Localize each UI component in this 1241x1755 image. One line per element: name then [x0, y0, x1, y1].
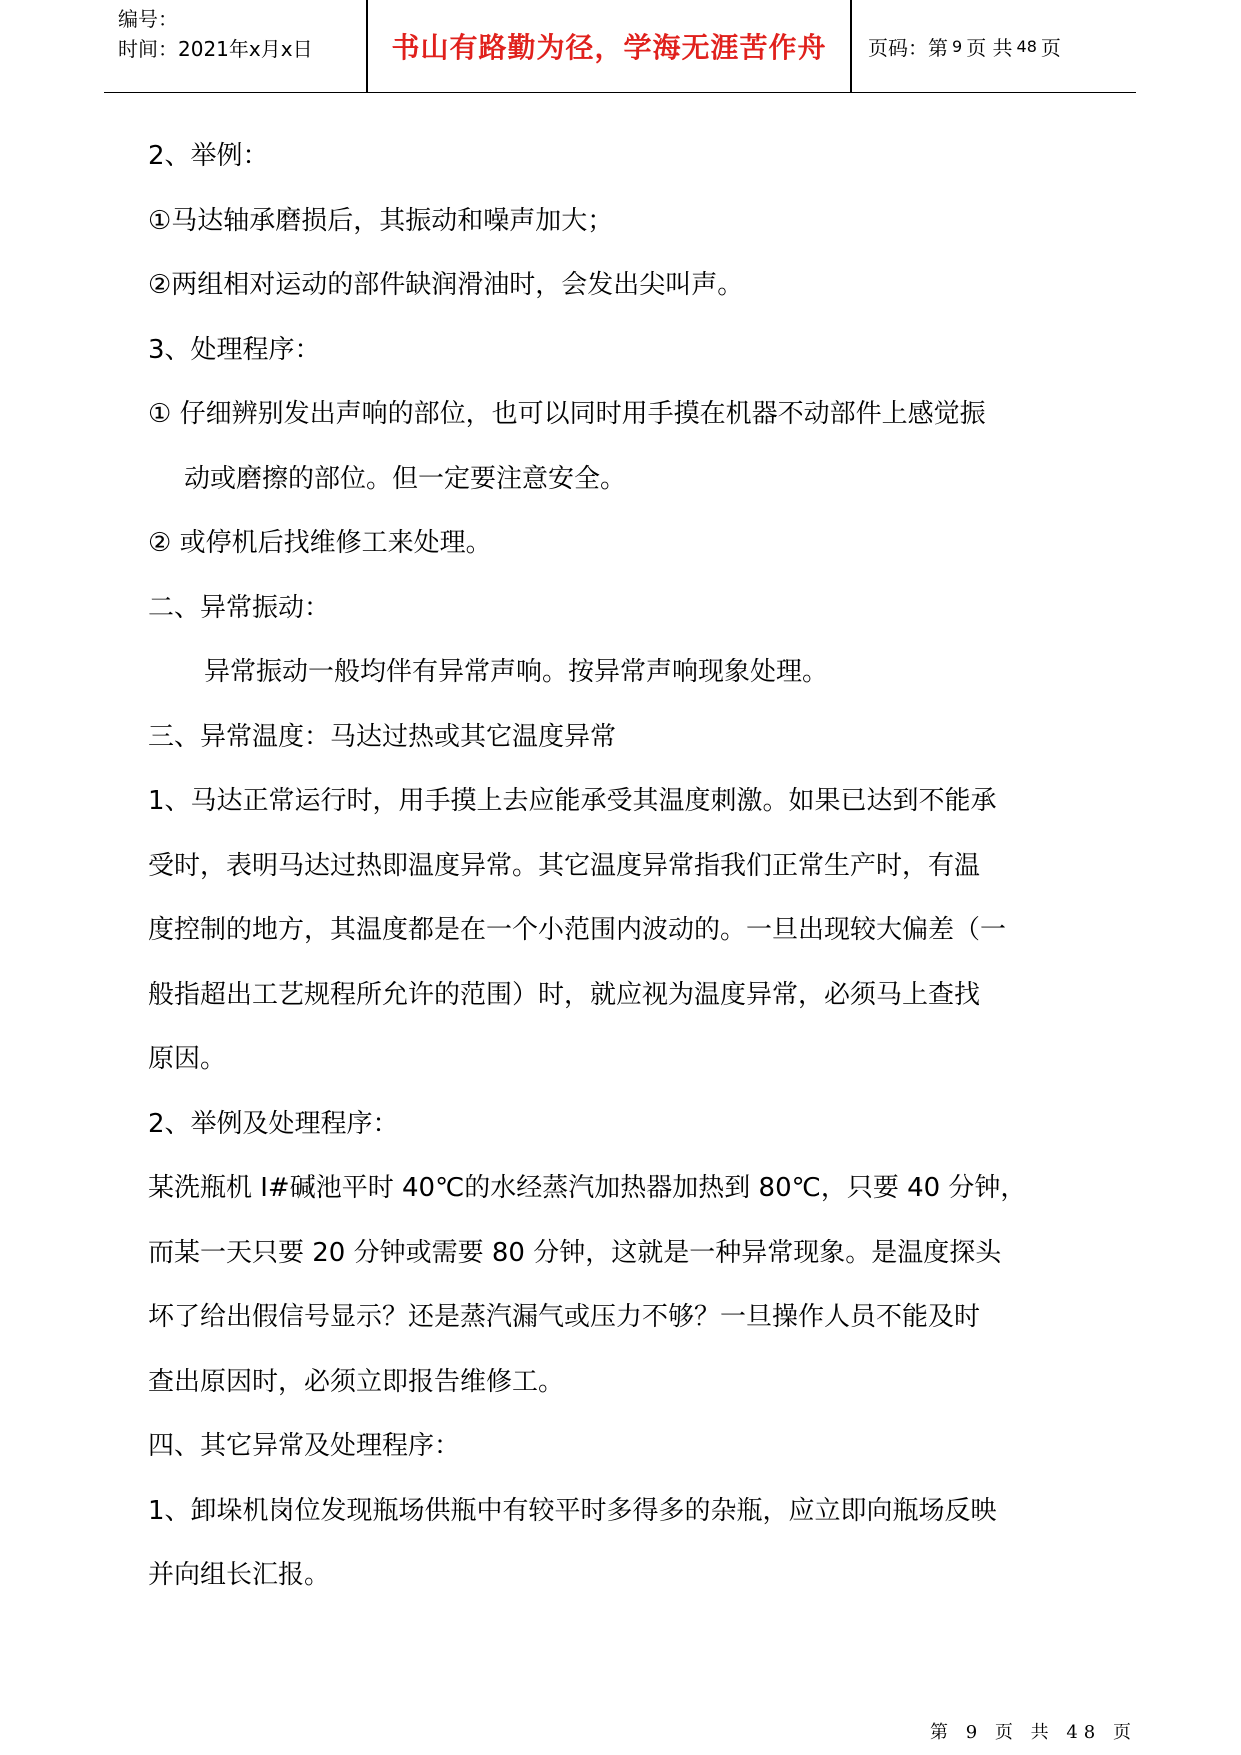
- paragraph: 异常振动一般均伴有异常声响。按异常声响现象处理。: [204, 657, 829, 687]
- header-page-number: [868, 0, 1061, 92]
- paragraph: 并向组长汇报。: [148, 1560, 331, 1590]
- paragraph: 二、异常振动：: [148, 592, 331, 623]
- page-footer: 第 9 页 共 48 页: [930, 1722, 1137, 1743]
- paragraph: ①马达轴承磨损后，其振动和噪声加大；: [148, 205, 614, 236]
- paragraph: 动或磨擦的部位。但一定要注意安全。: [184, 463, 627, 494]
- page-middle: 页 共: [966, 35, 1013, 60]
- paragraph: 而某一天只要 20 分钟或需要 80 分钟，这就是一种异常现象。是温度探头: [148, 1237, 1002, 1268]
- paragraph: 某洗瓶机 I#碱池平时 40℃的水经蒸汽加热器加热到 80℃，只要 40 分钟，: [148, 1173, 1027, 1203]
- header-divider-right: [850, 0, 852, 92]
- header-motto: 书山有路勤为径，学海无涯苦作舟: [391, 31, 827, 64]
- page-total: 48: [1016, 36, 1037, 56]
- paragraph: 1、马达正常运行时，用手摸上去应能承受其温度刺激。如果已达到不能承: [148, 786, 997, 816]
- paragraph: 原因。: [148, 1044, 227, 1074]
- page-header: [104, 0, 1136, 93]
- paragraph: 四、其它异常及处理程序：: [148, 1431, 461, 1461]
- paragraph: 查出原因时，必须立即报告维修工。: [148, 1366, 565, 1397]
- paragraph: 受时，表明马达过热即温度异常。其它温度异常指我们正常生产时，有温: [148, 850, 981, 881]
- date-label: 时间：2021年x月x日: [118, 37, 313, 61]
- paragraph: 1、卸垛机岗位发现瓶场供瓶中有较平时多得多的杂瓶，应立即向瓶场反映: [148, 1495, 997, 1526]
- paragraph: 般指超出工艺规程所允许的范围）时，就应视为温度异常，必须马上查找: [148, 979, 981, 1010]
- serial-number-label: 编号：: [118, 7, 178, 31]
- header-meta: [118, 4, 366, 64]
- page-current: 9: [952, 36, 963, 56]
- paragraph: ① 仔细辨别发出声响的部位，也可以同时用手摸在机器不动部件上感觉振: [148, 399, 986, 429]
- document-body: [148, 124, 1088, 1608]
- paragraph: 度控制的地方，其温度都是在一个小范围内波动的。一旦出现较大偏差（一: [148, 915, 1007, 945]
- page-prefix: 页码：第: [868, 35, 948, 60]
- paragraph: 三、异常温度：马达过热或其它温度异常: [148, 721, 617, 752]
- paragraph: 3、处理程序：: [148, 334, 321, 365]
- paragraph: 坏了给出假信号显示？还是蒸汽漏气或压力不够？一旦操作人员不能及时: [148, 1302, 981, 1332]
- paragraph: ②两组相对运动的部件缺润滑油时，会发出尖叫声。: [148, 270, 744, 300]
- paragraph: 2、举例及处理程序：: [148, 1108, 399, 1139]
- paragraph: 2、举例：: [148, 141, 269, 171]
- page-suffix: 页: [1040, 35, 1061, 60]
- paragraph: ② 或停机后找维修工来处理。: [148, 528, 492, 558]
